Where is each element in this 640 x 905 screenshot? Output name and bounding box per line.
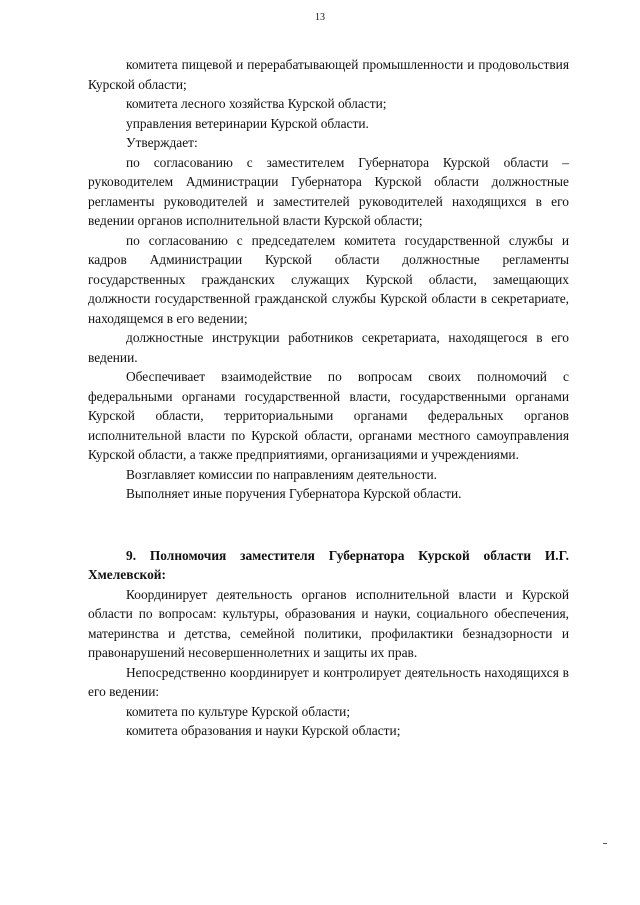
paragraph: комитета образования и науки Курской области; [126,723,401,738]
section-heading: 9. Полномочия заместителя Губернатора Курской области И.Г. Хмелевской: [88,547,569,582]
paragraph: Координирует деятельность органов исполнительной власти и Курской области по вопросам: культуры, образования и науки, социального обеспечения, материнства и детства, семейной политики, профилактики безнадзорности и правонарушений несовершеннолетних и защиты их прав. [88,586,569,660]
paragraph: по согласованию с председателем комитета государственной службы и кадров Администрации Курской области должностные регламенты государственных гражданских служащих Курской области, замещающих должности государственной гражданской службы Курской области в секретариате, находящемся в его ведении; [88,232,569,326]
paragraph: Обеспечивает взаимодействие по вопросам своих полномочий с федеральными органами государственной власти, государственными органами Курской области, территориальными органами федеральных органов исполнительной власти по Курской области, органами местного самоуправления Курской области, а также предприятиями, организациями и учреждениями. [88,369,569,462]
page-number: 13 [315,12,325,23]
section-spacer [88,504,569,546]
paragraph: комитета пищевой и перерабатывающей промышленности и продовольствия Курской области; [88,57,569,92]
document-body [88,55,569,741]
paragraph: управления ветеринарии Курской области. [126,115,369,131]
paragraph: Непосредственно координирует и контролирует деятельность находящихся в его ведении: [88,664,569,699]
scan-speck [603,843,607,844]
paragraph: Выполняет иные поручения Губернатора Курской области. [126,486,462,501]
paragraph: Утверждает: [126,135,198,150]
paragraph: по согласованию с заместителем Губернатора Курской области – руководителем Администрации Губернатора Курской области должностные регламенты руководителей и заместителей руководителей находящихся в его ведении органов исполнительной власти Курской области; [88,154,569,228]
paragraph: комитета лесного хозяйства Курской области; [126,96,387,111]
paragraph: Возглавляет комиссии по направлениям деятельности. [126,466,437,482]
paragraph: должностные инструкции работников секретариата, находящегося в его ведении. [88,330,569,365]
paragraph: комитета по культуре Курской области; [126,703,351,719]
